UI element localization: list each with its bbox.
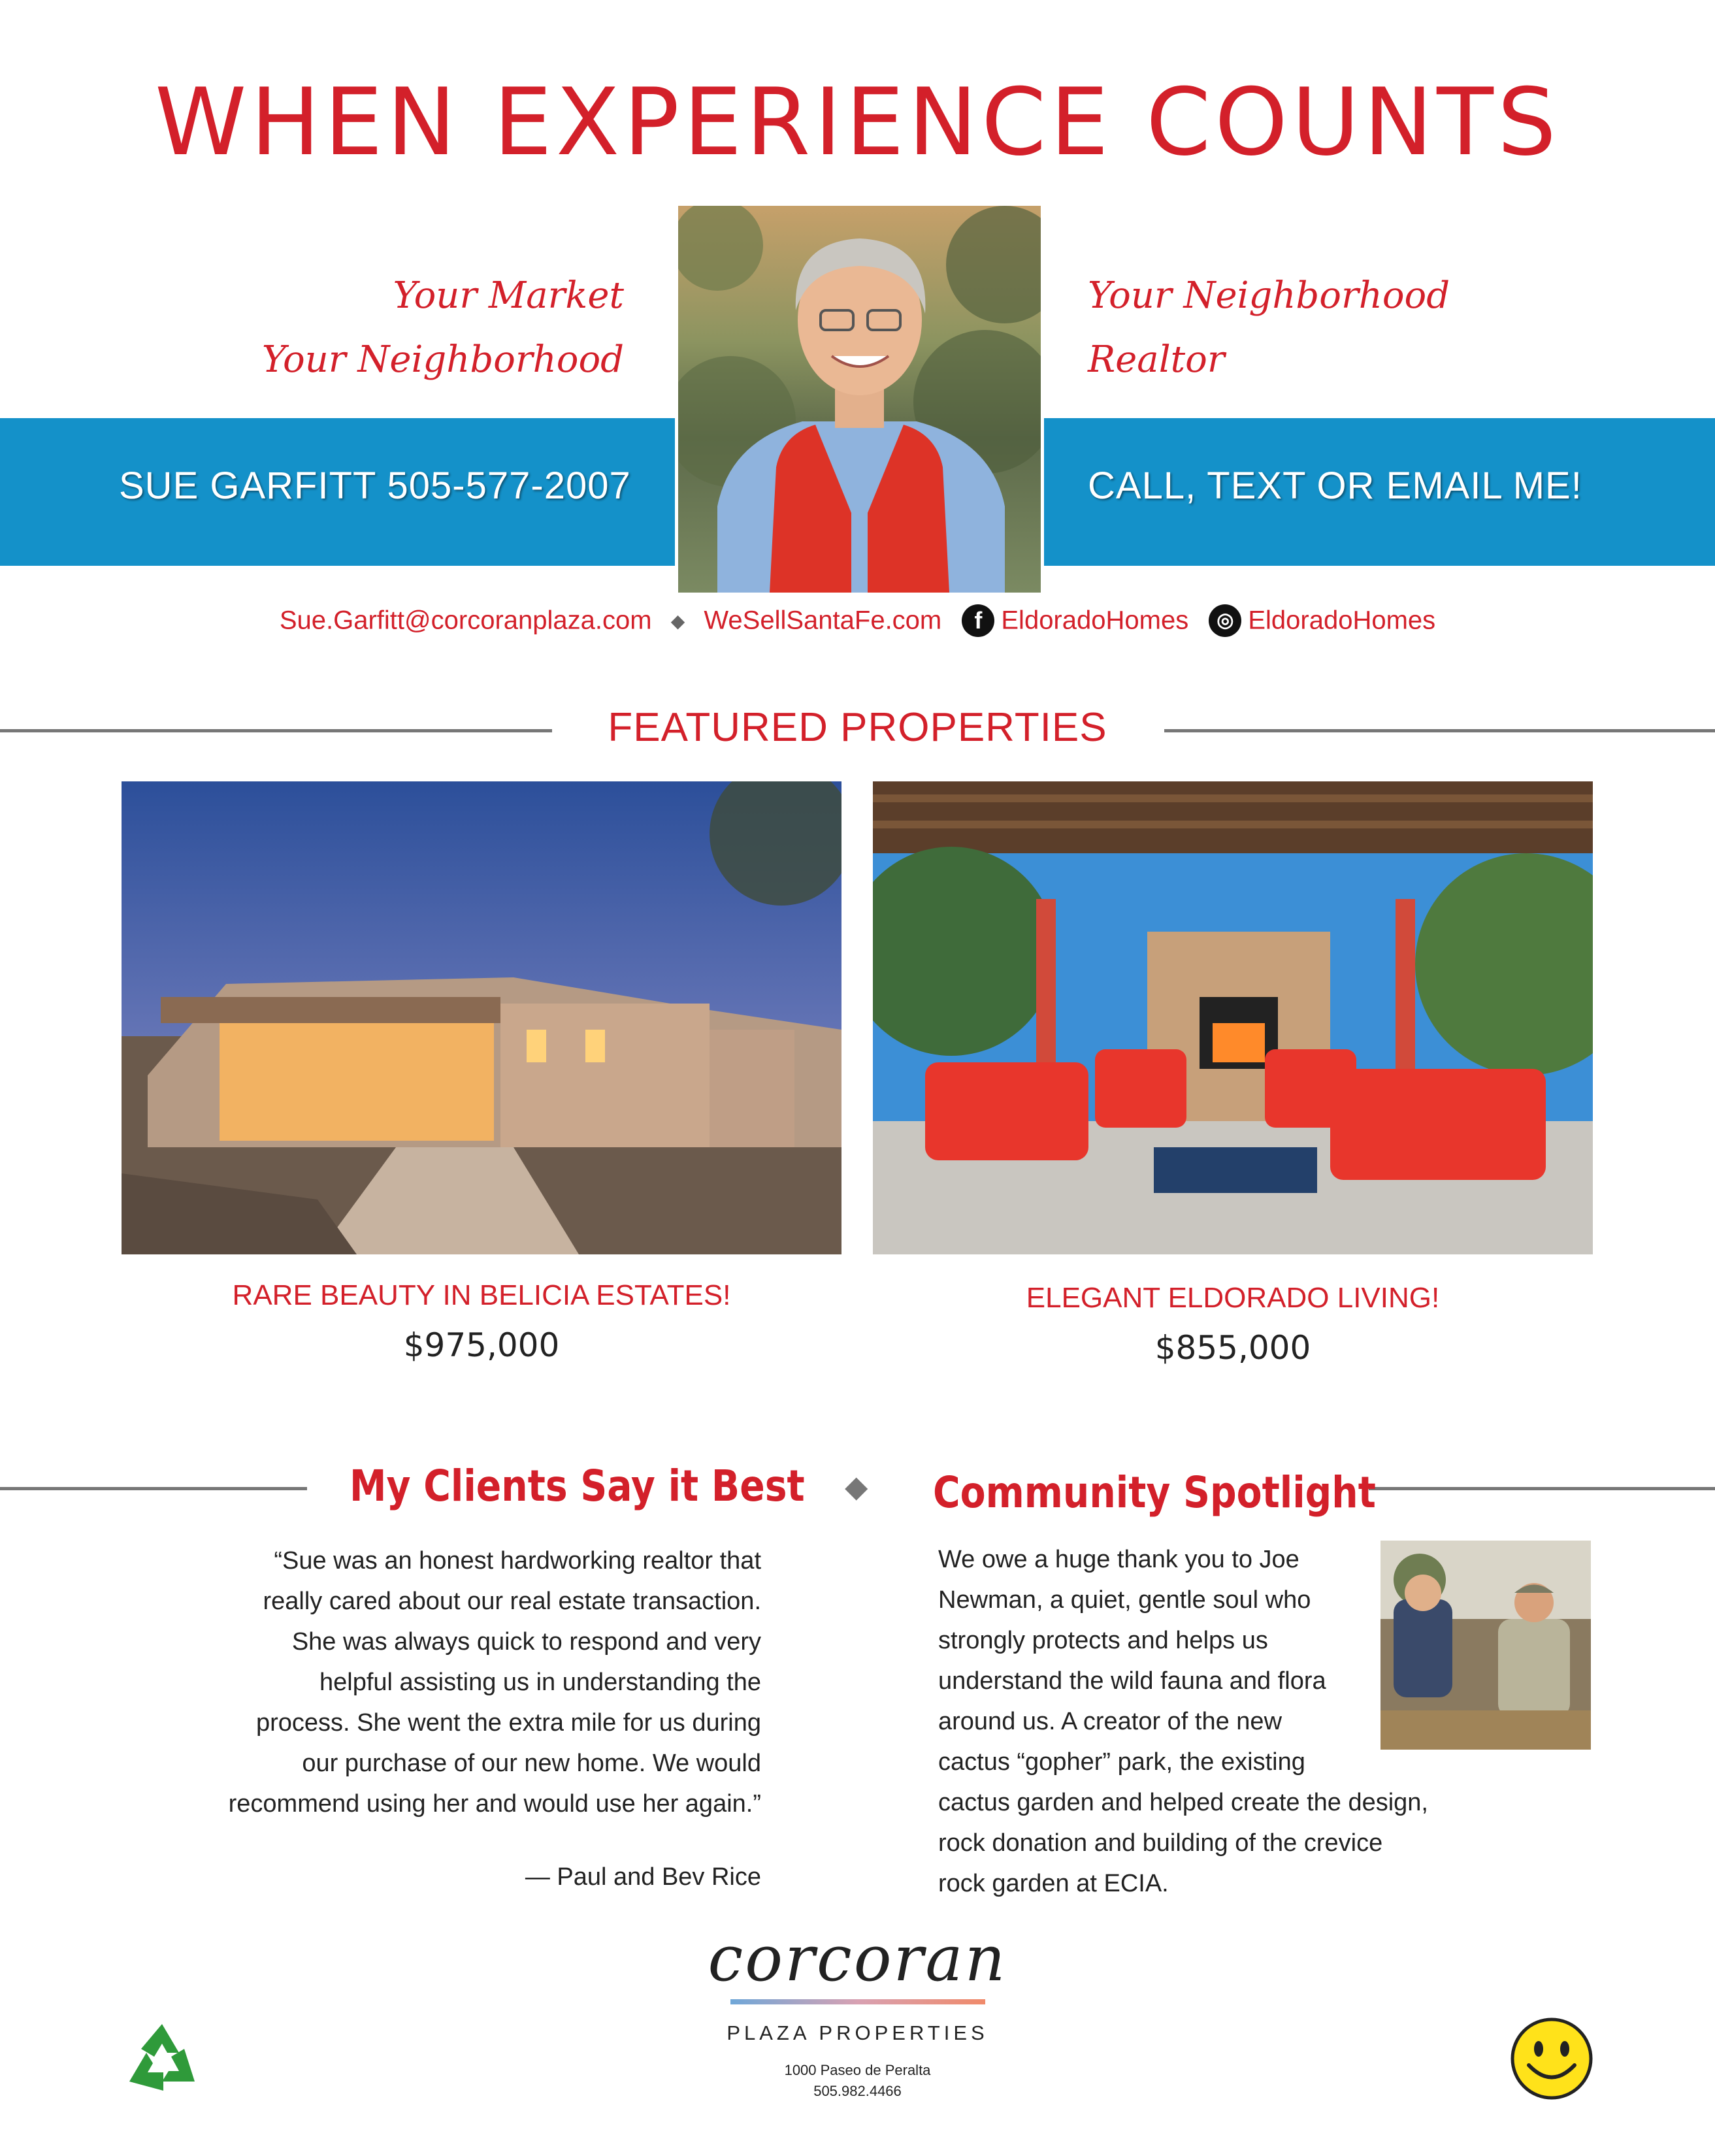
diamond-icon: ◆ — [845, 1469, 868, 1503]
community-photo[interactable] — [1380, 1541, 1591, 1750]
smiley-icon — [1509, 2016, 1594, 2101]
testimonial-title: My Clients Say it Best — [350, 1461, 805, 1511]
agent-name-phone[interactable]: SUE GARFITT 505-577-2007 — [119, 465, 631, 507]
right-tagline-1: Your Neighborhood — [1088, 274, 1450, 317]
community-line: understand the wild fauna and flora — [938, 1667, 1326, 1695]
call-to-action: CALL, TEXT OR EMAIL ME! — [1088, 465, 1582, 507]
property-2-price: $855,000 — [1154, 1329, 1311, 1367]
community-line: around us. A creator of the new — [938, 1708, 1282, 1735]
office-phone: 505.982.4466 — [813, 2083, 902, 2099]
property-1-photo[interactable] — [122, 781, 841, 1254]
testimonial-quote — [108, 1541, 761, 1824]
quote-line: really cared about our real estate transaction. — [263, 1588, 761, 1615]
community-line: strongly protects and helps us — [938, 1627, 1268, 1654]
property-1-caption: RARE BEAUTY IN BELICIA ESTATES! — [232, 1279, 731, 1311]
property-2-caption: ELEGANT ELDORADO LIVING! — [1026, 1282, 1440, 1314]
corcoran-logo: corcoran — [708, 1922, 1007, 1995]
community-line: Newman, a quiet, gentle soul who — [938, 1586, 1311, 1614]
facebook-handle[interactable]: EldoradoHomes — [1001, 606, 1189, 635]
community-title: Community Spotlight — [933, 1467, 1376, 1518]
featured-title: FEATURED PROPERTIES — [608, 705, 1107, 750]
email-link[interactable]: Sue.Garfitt@corcoranplaza.com — [279, 606, 652, 635]
recycle-icon — [122, 2019, 203, 2100]
instagram-handle[interactable]: EldoradoHomes — [1248, 606, 1436, 635]
quote-line: recommend using her and would use her again.” — [228, 1790, 761, 1818]
division-name: PLAZA PROPERTIES — [727, 2021, 988, 2044]
diamond-icon: ◆ — [670, 610, 685, 631]
contact-line — [0, 604, 1715, 637]
community-line: cactus “gopher” park, the existing — [938, 1748, 1305, 1776]
testimonial-author: — Paul and Bev Rice — [525, 1863, 761, 1891]
quote-line: She was always quick to respond and very — [291, 1628, 761, 1656]
facebook-icon[interactable]: f — [962, 604, 994, 637]
logo-gradient-bar — [730, 1999, 985, 2004]
left-tagline-1: Your Market — [393, 274, 624, 317]
community-line: cactus garden and helped create the design, — [938, 1789, 1428, 1816]
quote-line: our purchase of our new home. We would — [302, 1750, 761, 1777]
community-line: rock garden at ECIA. — [938, 1870, 1169, 1897]
community-line: We owe a huge thank you to Joe — [938, 1546, 1299, 1573]
instagram-icon[interactable]: ◎ — [1209, 604, 1241, 637]
property-1-price: $975,000 — [403, 1326, 560, 1364]
divider-lower-left — [0, 1487, 307, 1490]
office-address: 1000 Paseo de Peralta — [784, 2062, 931, 2078]
quote-line: “Sue was an honest hardworking realtor that — [274, 1547, 761, 1575]
headline: WHEN EXPERIENCE COUNTS — [154, 69, 1561, 176]
right-tagline-2: Realtor — [1088, 338, 1225, 381]
website-link[interactable]: WeSellSantaFe.com — [704, 606, 942, 635]
community-line: rock donation and building of the crevice — [938, 1829, 1383, 1857]
divider-lower-right — [1369, 1487, 1715, 1490]
left-tagline-2: Your Neighborhood — [261, 338, 624, 381]
quote-line: process. She went the extra mile for us during — [255, 1709, 761, 1737]
property-2-photo[interactable] — [873, 781, 1593, 1254]
quote-line: helpful assisting us in understanding the — [319, 1669, 761, 1696]
agent-portrait — [678, 206, 1041, 593]
